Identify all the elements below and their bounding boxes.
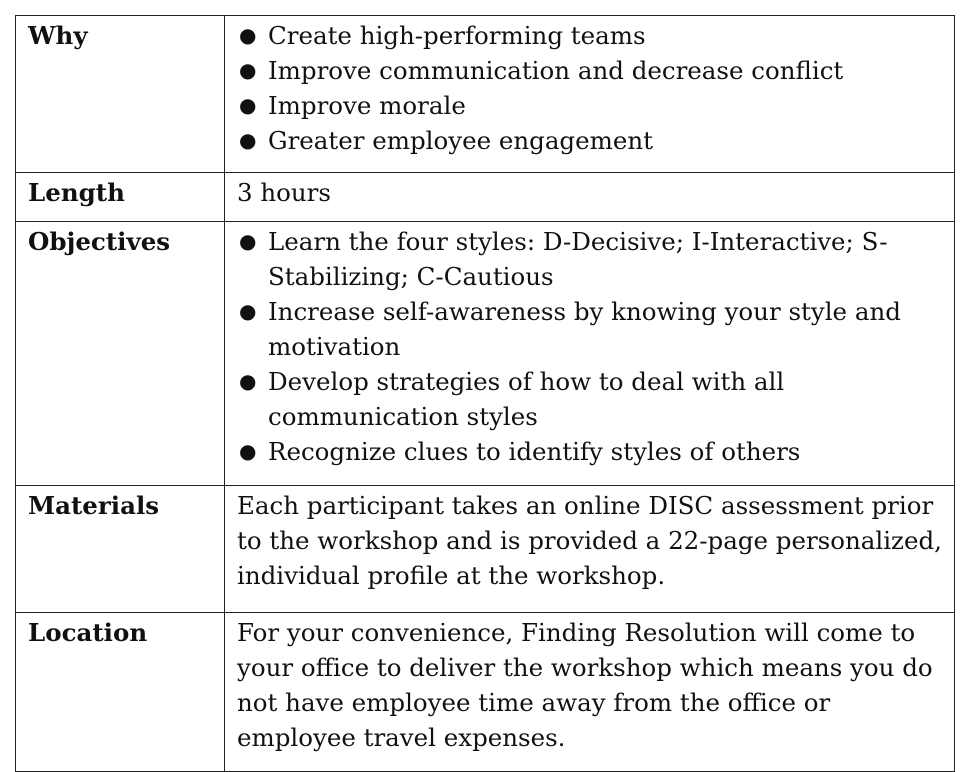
list-item (237, 364, 946, 434)
table-row-why (16, 16, 955, 173)
row-content-objectives (225, 222, 955, 486)
row-label-why: Why (16, 16, 225, 173)
list-item-text: Learn the four styles: D-Decisive; I-Interactive; S-Stabilizing; C-Cautious (268, 227, 888, 291)
list-item (237, 18, 946, 53)
bullet-icon: ● (239, 23, 257, 47)
row-label-objectives: Objectives (16, 222, 225, 486)
materials-text: Each participant takes an online DISC assessment prior to the workshop and is provided a 22-page personalized, individual profile at the workshop. (237, 491, 942, 590)
row-content-location (225, 613, 955, 772)
row-content-why (225, 16, 955, 173)
list-item (237, 53, 946, 88)
table-row-materials (16, 486, 955, 613)
row-content-length: 3 hours (225, 173, 955, 222)
list-item-text: Improve morale (268, 91, 466, 120)
list-item-text: Improve communication and decrease conflict (268, 56, 844, 85)
list-item (237, 123, 946, 158)
list-item (237, 88, 946, 123)
bullet-icon: ● (239, 93, 257, 117)
bullet-icon: ● (239, 369, 257, 393)
workshop-info-table (15, 15, 955, 772)
location-text: For your convenience, Finding Resolution will come to your office to deliver the workshop which means you do not have employee time away from the office or employee travel expenses. (237, 618, 933, 752)
list-item-text: Greater employee engagement (268, 126, 653, 155)
list-item-text: Create high-performing teams (268, 21, 646, 50)
list-item (237, 224, 946, 294)
list-item-text: Increase self-awareness by knowing your style and motivation (268, 297, 901, 361)
bullet-icon: ● (239, 439, 257, 463)
bullet-icon: ● (239, 128, 257, 152)
list-item (237, 294, 946, 364)
list-item (237, 434, 946, 469)
bullet-icon: ● (239, 299, 257, 323)
row-content-materials (225, 486, 955, 613)
bullet-icon: ● (239, 58, 257, 82)
list-item-text: Develop strategies of how to deal with all communication styles (268, 367, 785, 431)
objectives-bullet-list (237, 224, 946, 469)
table-row-objectives (16, 222, 955, 486)
table-row-location (16, 613, 955, 772)
why-bullet-list (237, 18, 946, 158)
bullet-icon: ● (239, 229, 257, 253)
list-item-text: Recognize clues to identify styles of others (268, 437, 801, 466)
table-row-length (16, 173, 955, 222)
row-label-location: Location (16, 613, 225, 772)
row-label-materials: Materials (16, 486, 225, 613)
row-label-length: Length (16, 173, 225, 222)
